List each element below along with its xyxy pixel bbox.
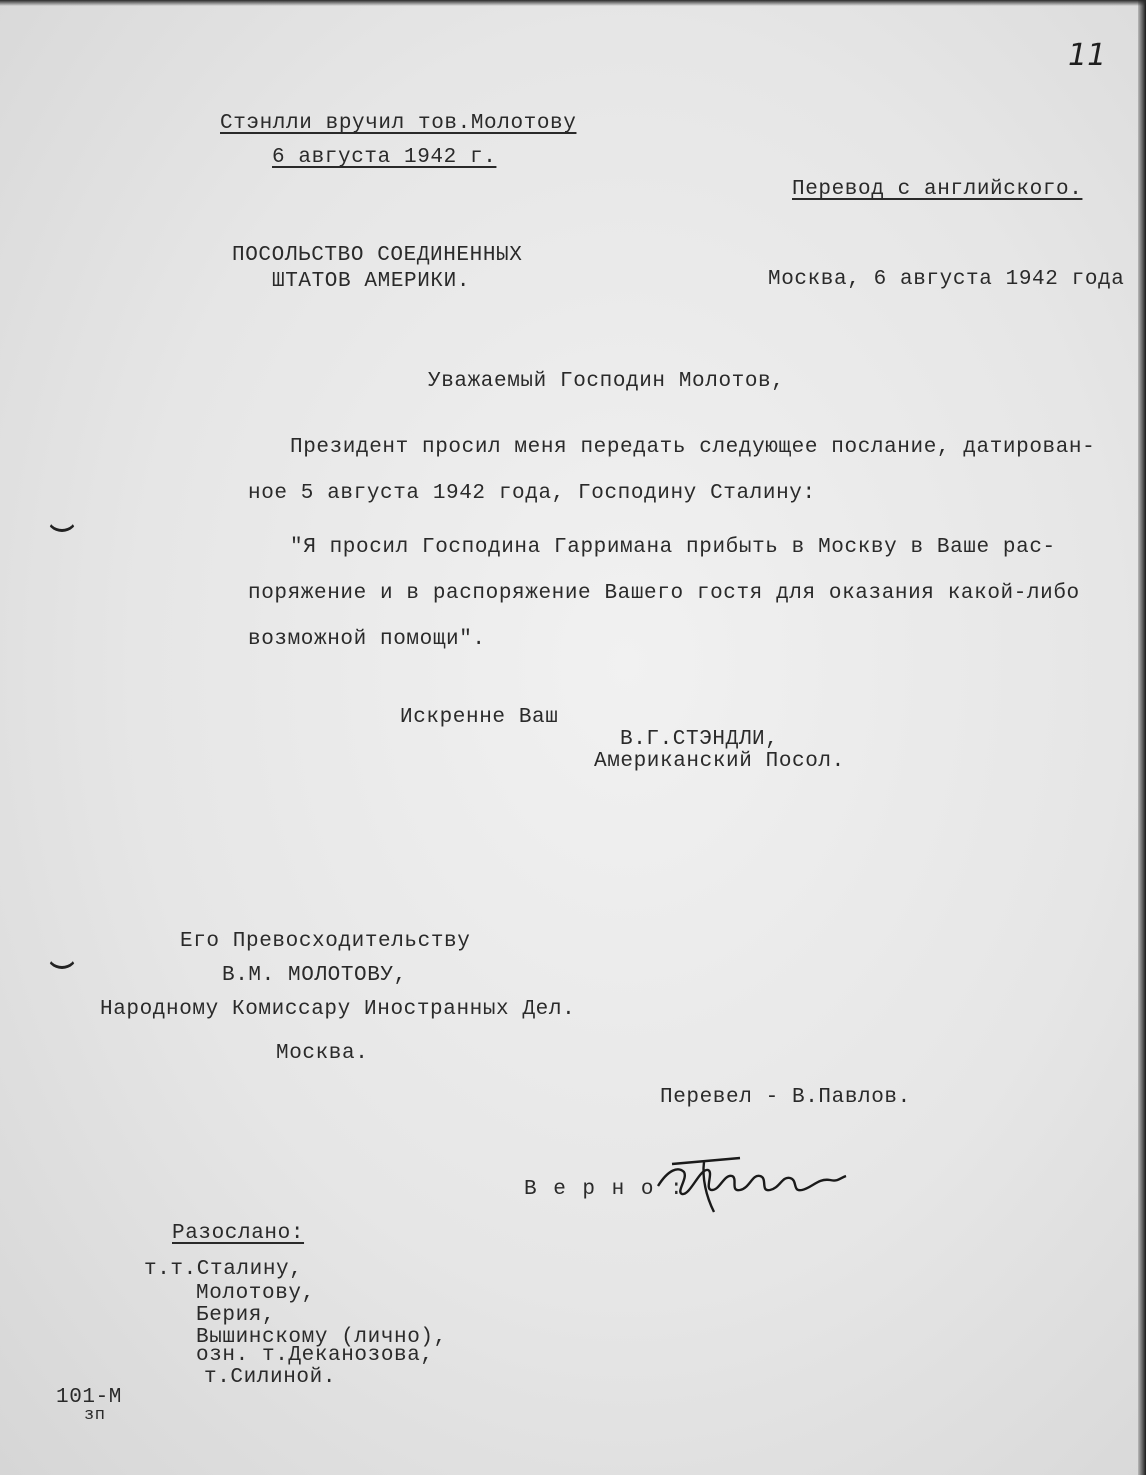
certified-label: В е р н о :: [524, 1178, 685, 1201]
translation-note: Перевод с английского.: [792, 178, 1083, 201]
distribution-line: Молотову,: [196, 1282, 315, 1305]
punch-hole-upper: [46, 515, 78, 532]
page-number: 11: [1068, 38, 1107, 73]
doc-code-line2: зп: [84, 1406, 106, 1425]
handwritten-signature: [654, 1148, 854, 1223]
distribution-line: т.т.Сталину,: [144, 1258, 303, 1281]
addressee-line4: Москва.: [276, 1042, 369, 1065]
closing-sincerely: Искренне Ваш: [400, 706, 559, 729]
handed-note-line2: 6 августа 1942 г.: [272, 146, 497, 169]
signature-drawing: [654, 1148, 854, 1218]
body-line4: поряжение и в распоряжение Вашего гостя для оказания какой-либо: [248, 582, 1080, 605]
handed-note-line1: Стэнлли вручил тов.Молотову: [220, 112, 577, 135]
distribution-heading: Разослано:: [172, 1222, 305, 1245]
body-line3: "Я просил Господина Гарримана прибыть в Москву в Ваше рас-: [290, 536, 1056, 559]
body-line5: возможной помощи".: [248, 628, 486, 651]
translator-line: Перевел - В.Павлов.: [660, 1086, 911, 1109]
scan-edge-right: [1138, 0, 1146, 1475]
addressee-line3: Народному Комиссару Иностранных Дел.: [100, 998, 576, 1021]
distribution-line: озн. т.Деканозова,: [196, 1344, 434, 1367]
closing-title: Американский Посол.: [594, 750, 845, 773]
body-line1: Президент просил меня передать следующее послание, датирован-: [290, 436, 1096, 459]
addressee-line2: В.М. МОЛОТОВУ,: [222, 964, 407, 987]
place-date: Москва, 6 августа 1942 года: [768, 268, 1125, 291]
addressee-line1: Его Превосходительству: [180, 930, 471, 953]
distribution-line: т.Силиной.: [204, 1366, 337, 1389]
embassy-line1: ПОСОЛЬСТВО СОЕДИНЕННЫХ: [232, 244, 523, 267]
salutation: Уважаемый Господин Молотов,: [428, 370, 785, 393]
scan-edge-top: [0, 0, 1146, 6]
body-line2: ное 5 августа 1942 года, Господину Сталину:: [248, 482, 816, 505]
embassy-line2: ШТАТОВ АМЕРИКИ.: [272, 270, 471, 293]
punch-hole-lower: [46, 952, 78, 969]
closing-name: В.Г.СТЭНДЛИ,: [620, 728, 779, 751]
distribution-line: Берия,: [196, 1304, 276, 1327]
doc-code-line1: 101-М: [56, 1386, 123, 1409]
distribution-line: Вышинскому (лично),: [196, 1326, 447, 1349]
